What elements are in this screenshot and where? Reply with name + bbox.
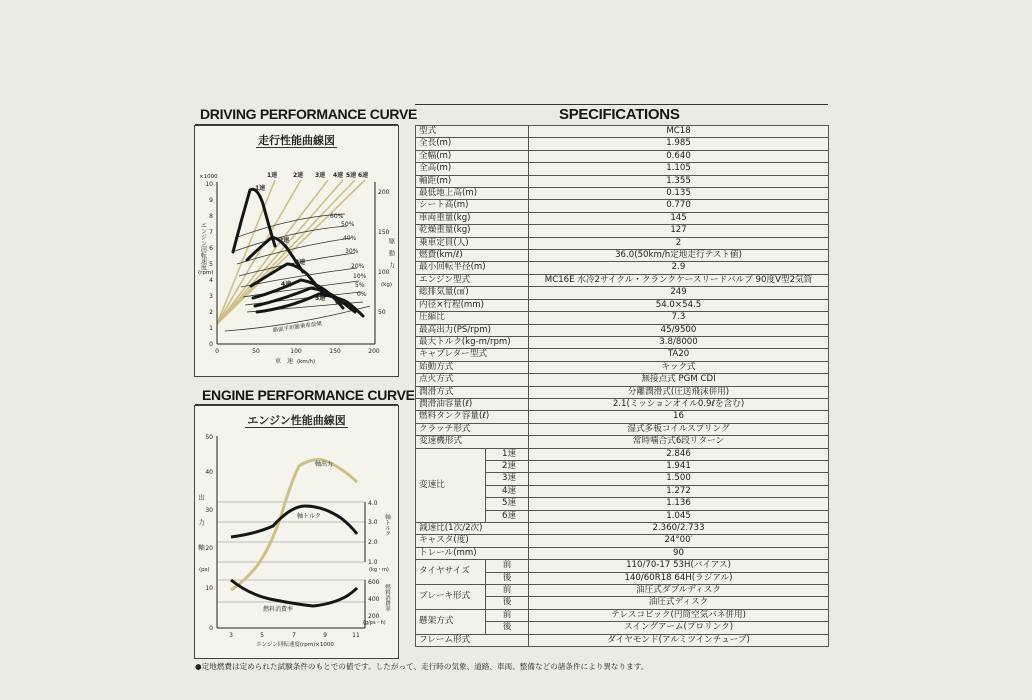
- spec-value: 1.355: [529, 175, 829, 187]
- lower-band-label: 路面平坦勝乗車前傾: [272, 321, 323, 334]
- spec-label: 総排気量(㎤): [416, 287, 529, 299]
- spec-value: 0.770: [529, 200, 829, 212]
- spec-value: 127: [529, 225, 829, 237]
- y-tick: 30: [205, 507, 213, 514]
- gear-curve-label: 1速: [255, 185, 266, 192]
- gear-curve-label: 5速: [315, 295, 326, 302]
- spec-sublabel: 前: [486, 560, 529, 572]
- spec-sublabel: 6速: [486, 510, 529, 522]
- x-axis-label: 車 速: [275, 358, 294, 365]
- spec-sublabel: 前: [486, 609, 529, 621]
- spec-value: 1.105: [529, 163, 829, 175]
- r-axis-label: 駆 動 力: [387, 238, 395, 268]
- spec-row: [416, 262, 829, 274]
- gear-curve-label: 2速: [279, 237, 290, 244]
- spec-label: 内径×行程(mm): [416, 299, 529, 311]
- spec-label: 最高出力(PS/rpm): [416, 324, 529, 336]
- spec-row: [416, 436, 829, 448]
- spec-row: [416, 299, 829, 311]
- spec-label: 全高(m): [416, 163, 529, 175]
- spec-value: 油圧式ダブルディスク: [529, 585, 829, 597]
- spec-value: 2.360/2.733: [529, 523, 829, 535]
- spec-label: 最小回転半径(m): [416, 262, 529, 274]
- spec-value: 分離潤滑式(圧送飛沫併用): [529, 386, 829, 398]
- x-tick: 7: [292, 632, 296, 639]
- y-tick: 50: [205, 434, 213, 441]
- spec-value: 湿式多板コイルスプリング: [529, 423, 829, 435]
- x-axis-label: エンジン回転速度(rpm)×1000: [256, 642, 334, 648]
- spec-row: [416, 126, 829, 138]
- x-tick: 0: [215, 348, 219, 355]
- gear-top-label: 2速: [293, 172, 304, 179]
- torque-tick: 2.0: [368, 539, 378, 546]
- gear-top-label: 5速: [346, 172, 357, 179]
- spec-label: 最大トルク(kg-m/rpm): [416, 336, 529, 348]
- y-left-axis-unit: (ps): [199, 567, 210, 573]
- r-tick: 100: [378, 269, 390, 276]
- torque-axis-unit: (kg・m): [369, 567, 389, 573]
- grade-label: 40%: [343, 235, 357, 242]
- spec-label: クラッチ形式: [416, 423, 529, 435]
- spec-sublabel: 5速: [486, 498, 529, 510]
- x-tick: 150: [329, 348, 341, 355]
- spec-label: エンジン型式: [416, 274, 529, 286]
- spec-sublabel: 後: [486, 622, 529, 634]
- spec-row: [416, 150, 829, 162]
- fuel-tick: 200: [368, 613, 380, 620]
- y-axis-label: エンジン回転速度: [199, 222, 207, 270]
- spec-value: 0.640: [529, 150, 829, 162]
- spec-value: 油圧式ディスク: [529, 597, 829, 609]
- spec-label: 車両重量(kg): [416, 212, 529, 224]
- spec-value: 2.1(ミッションオイル0.9ℓを含む): [529, 398, 829, 410]
- spec-sublabel: 2速: [486, 460, 529, 472]
- y-tick: 3: [209, 293, 213, 300]
- y-tick: 20: [205, 545, 213, 552]
- spec-row: [416, 336, 829, 348]
- spec-label: 燃費(km/ℓ): [416, 250, 529, 262]
- spec-row: [416, 188, 829, 200]
- spec-label: 変速機形式: [416, 436, 529, 448]
- fuel-curve-label: 燃料消費率: [263, 606, 294, 613]
- engine-chart-subtitle: エンジン性能曲線図: [247, 414, 346, 427]
- spec-row: [416, 547, 829, 559]
- spec-row: [416, 163, 829, 175]
- spec-value: 無接点式 PGM CDI: [529, 374, 829, 386]
- spec-value: TA20: [529, 349, 829, 361]
- spec-value: 2: [529, 237, 829, 249]
- fuel-axis-unit: (g/ps・h): [363, 620, 386, 626]
- gear-top-label: 1速: [267, 172, 278, 179]
- y-tick: 2: [209, 309, 213, 316]
- driving-section-title: DRIVING PERFORMANCE CURVE: [200, 106, 418, 122]
- spec-sublabel: 後: [486, 597, 529, 609]
- fuel-axis-label: 燃料消費率: [384, 584, 390, 612]
- x-tick: 200: [368, 348, 380, 355]
- spec-value: 常時噛合式6段リターン: [529, 436, 829, 448]
- spec-value: 2.846: [529, 448, 829, 460]
- spec-value: ダイヤモンド(アルミツインチューブ): [529, 634, 829, 646]
- spec-row: [416, 175, 829, 187]
- spec-row: [416, 448, 829, 460]
- spec-row: [416, 138, 829, 150]
- grade-label: 10%: [353, 273, 367, 280]
- grade-label: 60%: [330, 213, 344, 220]
- gear-curve-label: 4速: [281, 281, 292, 288]
- spec-value: 1.136: [529, 498, 829, 510]
- grade-label: 30%: [345, 248, 359, 255]
- spec-row: [416, 523, 829, 535]
- driving-chart-panel: [194, 125, 399, 377]
- spec-label: 潤滑油容量(ℓ): [416, 398, 529, 410]
- spec-value: 0.135: [529, 188, 829, 200]
- spec-row: [416, 250, 829, 262]
- spec-label: キャブレター型式: [416, 349, 529, 361]
- spec-sublabel: 3速: [486, 473, 529, 485]
- spec-sublabel: 4速: [486, 485, 529, 497]
- spec-value: キック式: [529, 361, 829, 373]
- spec-row: [416, 274, 829, 286]
- spec-label: 点火方式: [416, 374, 529, 386]
- spec-value: 7.3: [529, 312, 829, 324]
- spec-value: 1.941: [529, 460, 829, 472]
- gear-top-label: 3速: [315, 172, 326, 179]
- footnote: ●定地燃費は定められた試験条件のもとでの値です。したがって、走行時の気象、道路、車両、整備などの諸条件により異なります。: [195, 662, 649, 671]
- spec-section-title: SPECIFICATIONS: [559, 106, 680, 123]
- spec-row: [416, 200, 829, 212]
- gear-top-label: 4速: [333, 172, 344, 179]
- spec-row: [416, 324, 829, 336]
- x-tick: 100: [290, 348, 302, 355]
- spec-value: MC16E 水冷2サイクル・クランクケースリードバルブ 90度V型2気筒: [529, 274, 829, 286]
- gear-top-label: 6速: [358, 172, 369, 179]
- y-tick: 9: [209, 197, 213, 204]
- spec-label: 乾燥重量(kg): [416, 225, 529, 237]
- r-axis-unit: (kg): [381, 282, 392, 288]
- spec-row: [416, 398, 829, 410]
- spec-row: [416, 225, 829, 237]
- spec-label: 潤滑方式: [416, 386, 529, 398]
- spec-row: [416, 535, 829, 547]
- y-tick: 10: [205, 585, 213, 592]
- y-tick: 10: [205, 181, 213, 188]
- spec-row: [416, 361, 829, 373]
- y-tick: 0: [209, 341, 213, 348]
- y-tick: 40: [205, 469, 213, 476]
- spec-row: [416, 609, 829, 621]
- spec-row: [416, 423, 829, 435]
- spec-title-rule: [415, 104, 828, 105]
- spec-value: 36.0(50km/h定地走行テスト値): [529, 250, 829, 262]
- grade-label: 5%: [355, 282, 365, 289]
- x-tick: 9: [323, 632, 327, 639]
- spec-label: タイヤサイズ: [416, 560, 486, 585]
- spec-value: 45/9500: [529, 324, 829, 336]
- spec-label: 減速比(1次/2次): [416, 523, 529, 535]
- spec-label: 懸架方式: [416, 609, 486, 634]
- y-tick: 4: [209, 277, 213, 284]
- spec-value: スイングアーム(プロリンク): [529, 622, 829, 634]
- spec-label: 燃料タンク容量(ℓ): [416, 411, 529, 423]
- spec-row: [416, 585, 829, 597]
- spec-value: 54.0×54.5: [529, 299, 829, 311]
- spec-label: トレール(mm): [416, 547, 529, 559]
- spec-value: 24°00′: [529, 535, 829, 547]
- torque-tick: 4.0: [368, 500, 378, 507]
- power-curve-label: 軸出力: [315, 461, 334, 468]
- engine-section-title: ENGINE PERFORMANCE CURVE: [202, 387, 415, 403]
- spec-value: 3.8/8000: [529, 336, 829, 348]
- spec-value: 1.985: [529, 138, 829, 150]
- x-tick: 5: [260, 632, 264, 639]
- fuel-tick: 400: [368, 596, 380, 603]
- spec-label: 型式: [416, 126, 529, 138]
- engine-chart: [195, 406, 398, 658]
- spec-row: [416, 287, 829, 299]
- torque-curve-label: 軸トルク: [297, 513, 321, 520]
- spec-label: 始動方式: [416, 361, 529, 373]
- engine-chart-panel: [194, 405, 399, 659]
- y-tick: 7: [209, 229, 213, 236]
- spec-row: [416, 349, 829, 361]
- spec-sublabel: 前: [486, 585, 529, 597]
- spec-value: 1.500: [529, 473, 829, 485]
- spec-label: シート高(m): [416, 200, 529, 212]
- spec-row: [416, 634, 829, 646]
- fuel-tick: 600: [368, 579, 380, 586]
- gear-curve-label: 6速: [335, 299, 346, 306]
- y-left-axis-label: 出 力 軸: [197, 494, 205, 557]
- spec-label: 最低地上高(m): [416, 188, 529, 200]
- r-tick: 200: [378, 189, 390, 196]
- y-tick: 0: [209, 625, 213, 632]
- spec-table: [415, 125, 829, 647]
- grade-label: 50%: [341, 221, 355, 228]
- y-tick: 6: [209, 245, 213, 252]
- x-tick: 50: [252, 348, 260, 355]
- x-tick: 3: [229, 632, 233, 639]
- spec-value: 90: [529, 547, 829, 559]
- spec-label: 全長(m): [416, 138, 529, 150]
- spec-row: [416, 374, 829, 386]
- spec-row: [416, 386, 829, 398]
- spec-value: MC18: [529, 126, 829, 138]
- spec-label: 変速比: [416, 448, 486, 522]
- spec-label: 圧縮比: [416, 312, 529, 324]
- spec-label: 全幅(m): [416, 150, 529, 162]
- spec-value: 140/60R18 64H(ラジアル): [529, 572, 829, 584]
- gear-curve-label: 3速: [295, 259, 306, 266]
- spec-row: [416, 560, 829, 572]
- spec-value: 145: [529, 212, 829, 224]
- spec-label: ブレーキ形式: [416, 585, 486, 610]
- spec-value: 2.9: [529, 262, 829, 274]
- spec-row: [416, 212, 829, 224]
- r-tick: 150: [378, 229, 390, 236]
- r-tick: 50: [378, 309, 386, 316]
- y-tick: 1: [209, 325, 213, 332]
- y-axis-unit: (rpm): [198, 270, 214, 276]
- spec-label: フレーム形式: [416, 634, 529, 646]
- spec-row: [416, 312, 829, 324]
- spec-sublabel: 1速: [486, 448, 529, 460]
- spec-sublabel: 後: [486, 572, 529, 584]
- spec-label: キャスタ(度): [416, 535, 529, 547]
- torque-tick: 1.0: [368, 559, 378, 566]
- spec-label: 乗車定員(人): [416, 237, 529, 249]
- spec-row: [416, 237, 829, 249]
- spec-value: テレスコピック(円筒空気バネ併用): [529, 609, 829, 621]
- torque-tick: 3.0: [368, 519, 378, 526]
- torque-axis-label: 軸トルク: [384, 514, 390, 536]
- y-multiplier: ×1000: [199, 174, 218, 180]
- grade-label: 20%: [351, 263, 365, 270]
- spec-label: 軸距(m): [416, 175, 529, 187]
- spec-value: 110/70-17 53H(バイアス): [529, 560, 829, 572]
- grade-label: 0%: [357, 291, 367, 298]
- spec-row: [416, 411, 829, 423]
- x-axis-unit: (km/h): [297, 359, 316, 365]
- spec-value: 1.045: [529, 510, 829, 522]
- spec-value: 16: [529, 411, 829, 423]
- driving-chart-subtitle: 走行性能曲線図: [258, 134, 335, 147]
- driving-chart: [195, 126, 398, 376]
- x-tick: 11: [352, 632, 360, 639]
- spec-value: 249: [529, 287, 829, 299]
- y-tick: 5: [209, 261, 213, 268]
- spec-value: 1.272: [529, 485, 829, 497]
- y-tick: 8: [209, 213, 213, 220]
